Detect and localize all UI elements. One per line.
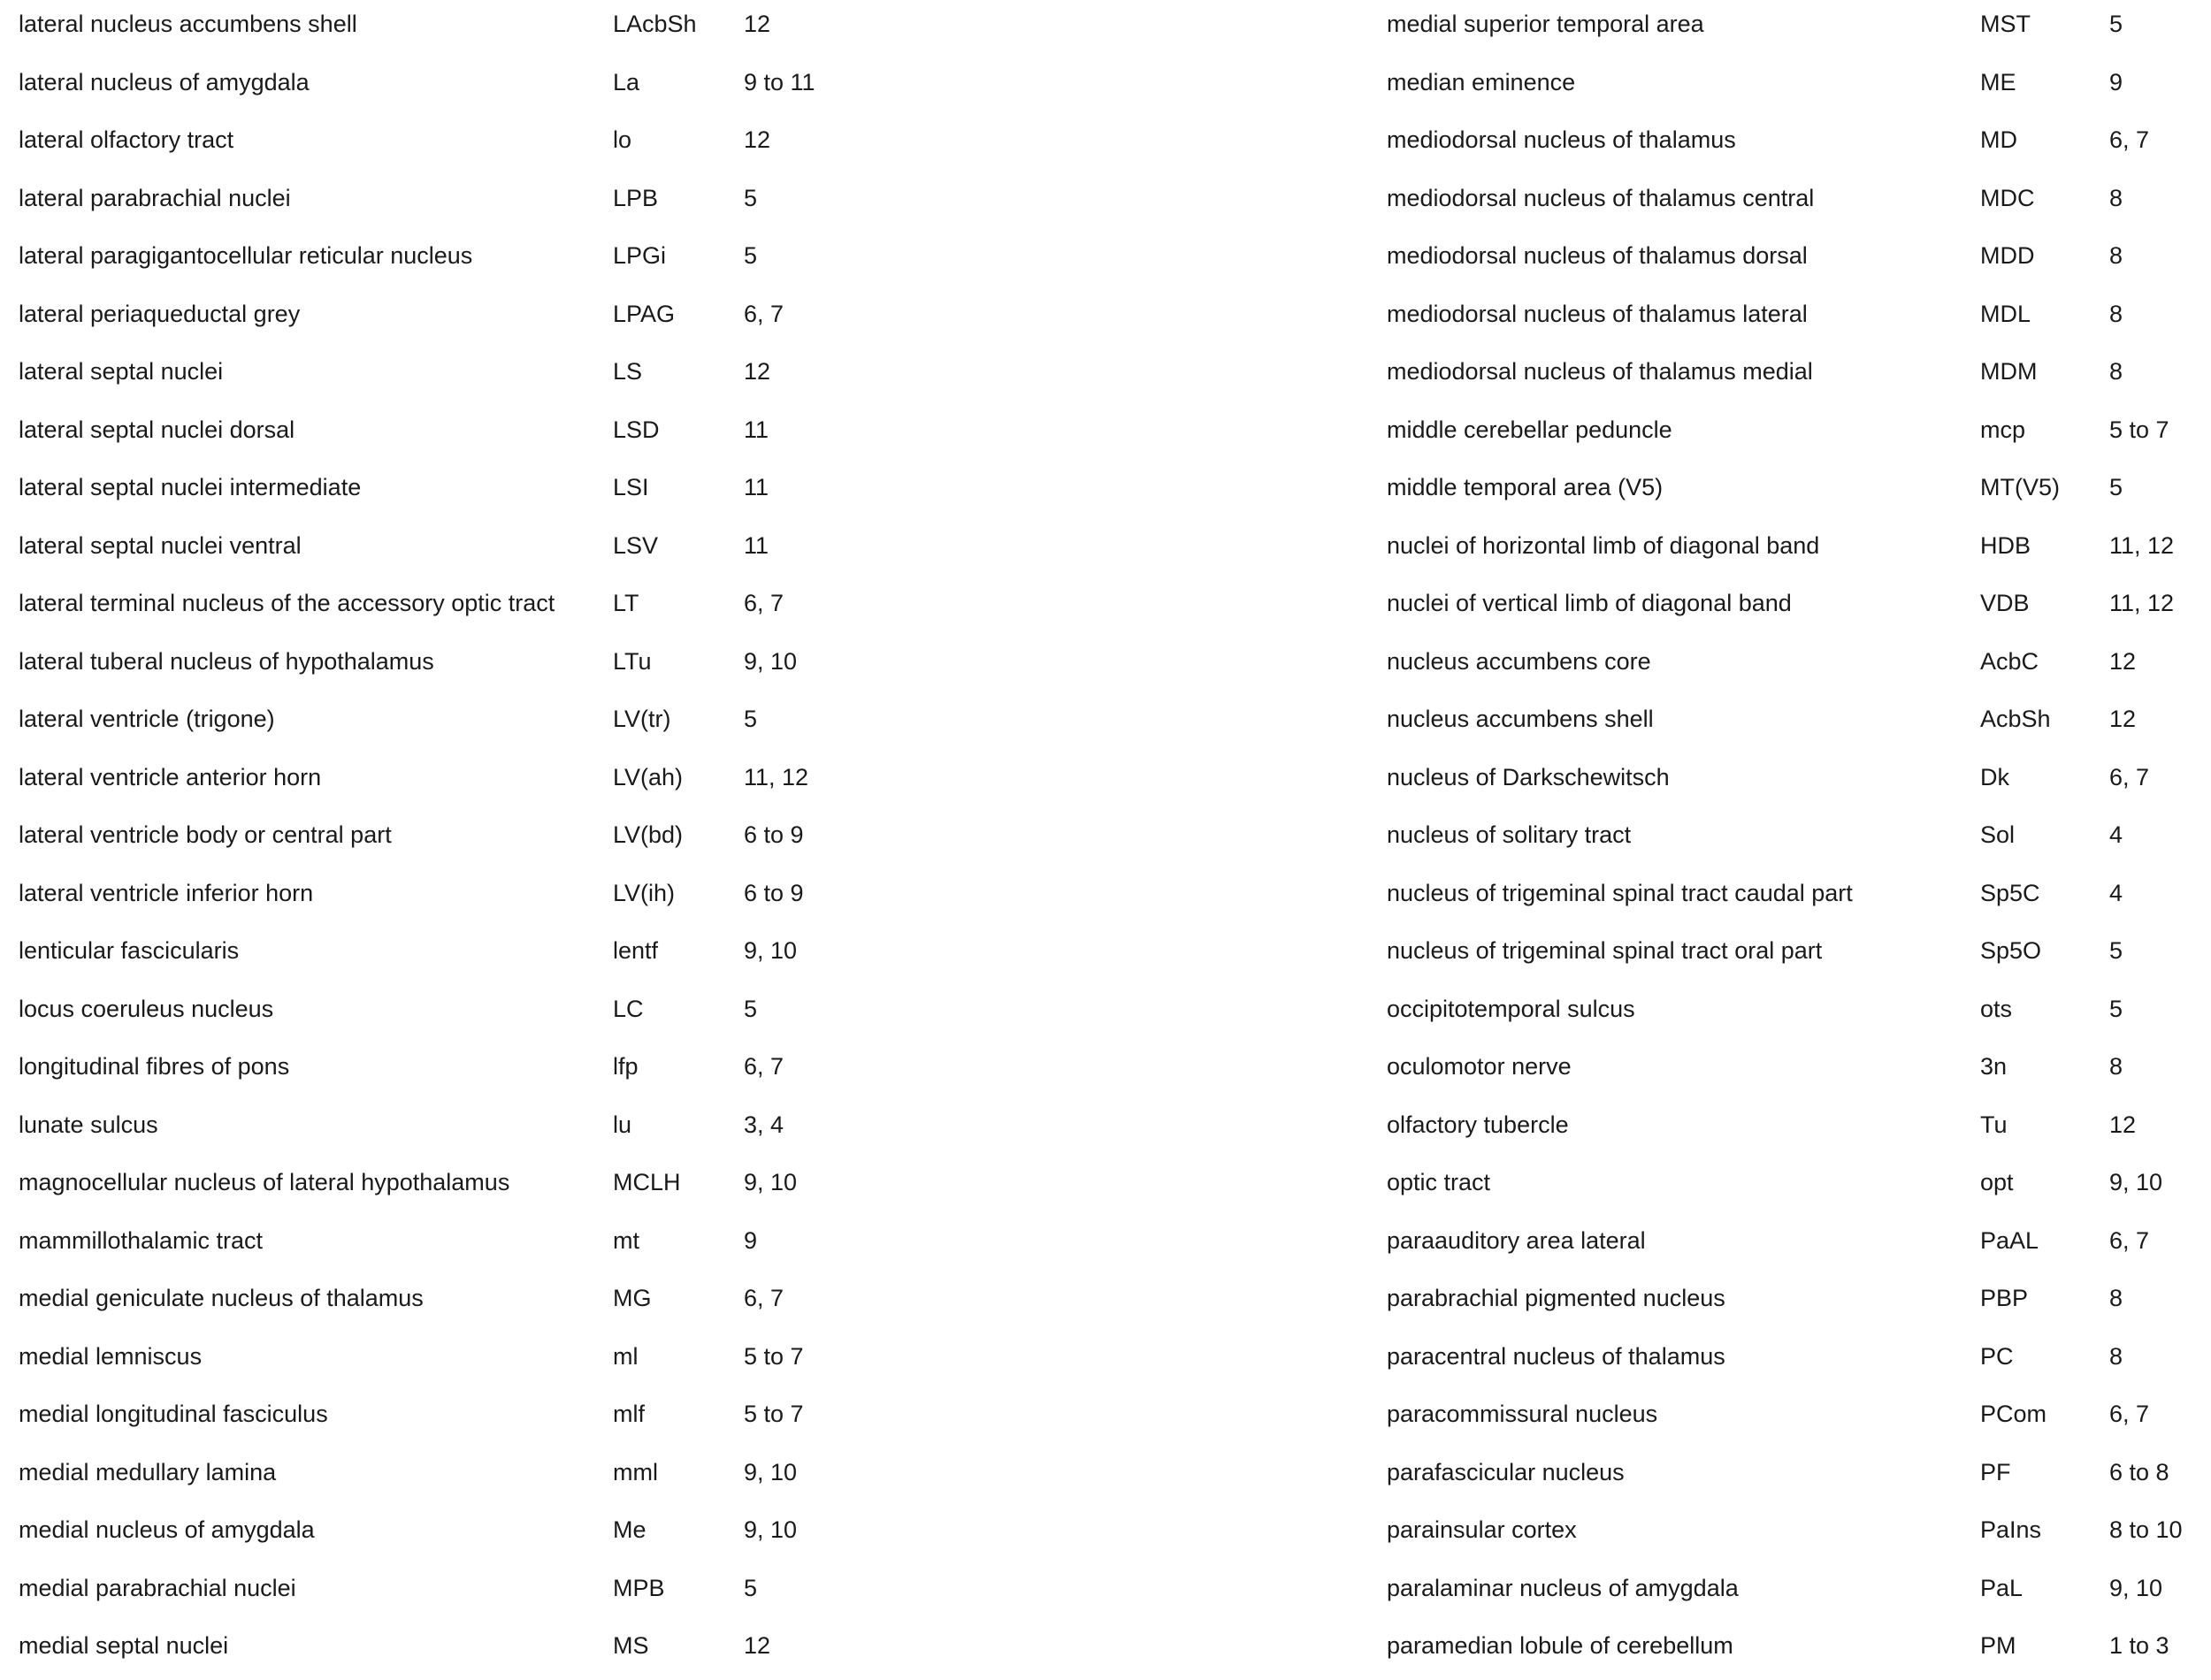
- index-entry: [1387, 753, 2211, 812]
- index-entry: [19, 1217, 1327, 1275]
- index-entry: [1387, 1042, 2211, 1101]
- structure-name: paracommissural nucleus: [1387, 1401, 1658, 1427]
- abbreviation: LC: [613, 995, 644, 1022]
- structure-name: lenticular fascicularis: [19, 937, 240, 964]
- figure-numbers: 5: [744, 995, 758, 1022]
- figure-numbers: 9, 10: [744, 1516, 798, 1543]
- figure-numbers: 6, 7: [744, 590, 784, 616]
- abbreviation: LSD: [613, 416, 660, 443]
- structure-name: olfactory tubercle: [1387, 1111, 1569, 1138]
- figure-numbers: 11: [744, 416, 769, 443]
- structure-name: nucleus of Darkschewitsch: [1387, 763, 1670, 790]
- index-entry: [19, 638, 1327, 696]
- abbreviation: Me: [613, 1516, 646, 1543]
- structure-name: lunate sulcus: [19, 1111, 158, 1138]
- figure-numbers: 8: [2109, 1342, 2123, 1370]
- abbreviation: ml: [613, 1342, 639, 1370]
- figure-numbers: 5 to 7: [744, 1342, 804, 1370]
- structure-name: lateral parabrachial nuclei: [19, 184, 291, 211]
- figure-numbers: 6, 7: [744, 1053, 784, 1080]
- index-entry: [1387, 290, 2211, 348]
- figure-numbers: 9, 10: [744, 647, 798, 675]
- index-entry: [19, 1101, 1327, 1159]
- index-entry: [19, 1158, 1327, 1217]
- index-entry: [19, 985, 1327, 1043]
- figure-numbers: 8: [2109, 184, 2123, 211]
- index-entry: [19, 463, 1327, 522]
- structure-name: nucleus of trigeminal spinal tract oral part: [1387, 937, 1823, 964]
- abbreviation: LV(ih): [613, 879, 676, 906]
- abbreviation: LSI: [613, 474, 649, 500]
- structure-name: paraauditory area lateral: [1387, 1226, 1646, 1254]
- abbreviation: ots: [1980, 995, 2013, 1022]
- figure-numbers: 5: [744, 1574, 758, 1601]
- figure-numbers: 6, 7: [744, 1285, 784, 1311]
- abbreviation: lfp: [613, 1053, 639, 1080]
- structure-name: medial parabrachial nuclei: [19, 1574, 296, 1601]
- index-entry: [1387, 985, 2211, 1043]
- index-entry: [19, 522, 1327, 580]
- figure-numbers: 12: [2109, 647, 2137, 675]
- figure-numbers: 6, 7: [2109, 763, 2150, 790]
- figure-numbers: 12: [744, 1632, 771, 1659]
- index-entry: [1387, 347, 2211, 406]
- figure-numbers: 9 to 11: [744, 68, 815, 95]
- abbreviation: lentf: [613, 937, 659, 964]
- abbreviation: LV(bd): [613, 821, 684, 848]
- structure-name: parainsular cortex: [1387, 1516, 1577, 1543]
- figure-numbers: 12: [2109, 1111, 2137, 1138]
- figure-numbers: 9, 10: [2109, 1574, 2163, 1601]
- figure-numbers: 9: [744, 1226, 758, 1254]
- abbreviation: PaIns: [1980, 1516, 2042, 1543]
- index-entry: [19, 579, 1327, 638]
- abbreviation: Tu: [1980, 1111, 2008, 1138]
- index-entry: [19, 1042, 1327, 1101]
- figure-numbers: 5: [744, 242, 758, 269]
- abbreviation: LS: [613, 358, 643, 385]
- abbreviation: LV(ah): [613, 763, 684, 790]
- structure-name: nucleus of trigeminal spinal tract caudal part: [1387, 879, 1853, 906]
- index-entry: [19, 1564, 1327, 1623]
- figure-numbers: 5: [2109, 11, 2123, 37]
- figure-numbers: 8 to 10: [2109, 1516, 2183, 1543]
- abbreviation: LSV: [613, 531, 659, 559]
- structure-name: mediodorsal nucleus of thalamus: [1387, 126, 1736, 153]
- abbreviation: La: [613, 68, 640, 95]
- structure-name: lateral tuberal nucleus of hypothalamus: [19, 647, 434, 675]
- structure-name: middle temporal area (V5): [1387, 474, 1664, 500]
- figure-numbers: 6, 7: [2109, 1226, 2150, 1254]
- index-entry: [19, 0, 1327, 58]
- abbreviation: LPB: [613, 184, 659, 211]
- index-entry: [19, 290, 1327, 348]
- structure-name: nuclei of horizontal limb of diagonal band: [1387, 531, 1820, 559]
- index-entry: [19, 695, 1327, 753]
- figure-numbers: 5 to 7: [2109, 416, 2169, 443]
- structure-name: locus coeruleus nucleus: [19, 995, 274, 1022]
- structure-name: medial lemniscus: [19, 1342, 203, 1370]
- index-entry: [19, 1506, 1327, 1564]
- structure-name: lateral ventricle inferior horn: [19, 879, 314, 906]
- figure-numbers: 6, 7: [2109, 126, 2150, 153]
- figure-numbers: 9, 10: [2109, 1169, 2163, 1195]
- index-entry: [1387, 0, 2211, 58]
- index-entry: [1387, 1564, 2211, 1623]
- index-entry: [1387, 463, 2211, 522]
- abbreviation: PF: [1980, 1458, 2011, 1485]
- structure-name: medial superior temporal area: [1387, 11, 1704, 37]
- structure-name: mammillothalamic tract: [19, 1226, 264, 1254]
- abbreviation: LPAG: [613, 300, 676, 327]
- figure-numbers: 12: [744, 358, 771, 385]
- figure-numbers: 5: [744, 184, 758, 211]
- figure-numbers: 9, 10: [744, 1169, 798, 1195]
- abbreviation: mml: [613, 1458, 658, 1485]
- structure-name: medial longitudinal fasciculus: [19, 1401, 328, 1427]
- index-entry: [19, 869, 1327, 928]
- index-entry: [19, 811, 1327, 869]
- structure-name: oculomotor nerve: [1387, 1053, 1572, 1080]
- index-entry: [1387, 869, 2211, 928]
- structure-name: nucleus of solitary tract: [1387, 821, 1632, 848]
- figure-numbers: 12: [744, 126, 771, 153]
- figure-numbers: 8: [2109, 300, 2123, 327]
- figure-numbers: 5: [744, 706, 758, 732]
- structure-name: lateral septal nuclei ventral: [19, 531, 302, 559]
- abbreviation: MS: [613, 1632, 649, 1659]
- structure-name: lateral ventricle body or central part: [19, 821, 392, 848]
- index-entry: [1387, 927, 2211, 985]
- index-entry: [1387, 1333, 2211, 1391]
- figure-numbers: 8: [2109, 242, 2123, 269]
- structure-name: lateral septal nuclei dorsal: [19, 416, 295, 443]
- index-entry: [1387, 695, 2211, 753]
- structure-name: parafascicular nucleus: [1387, 1458, 1625, 1485]
- structure-name: middle cerebellar peduncle: [1387, 416, 1672, 443]
- figure-numbers: 6 to 9: [744, 821, 804, 848]
- index-entry: [19, 1448, 1327, 1507]
- index-entry: [1387, 232, 2211, 290]
- index-entry: [19, 174, 1327, 233]
- figure-numbers: 1 to 3: [2109, 1632, 2169, 1659]
- figure-numbers: 8: [2109, 358, 2123, 385]
- abbreviation: LTu: [613, 647, 652, 675]
- abbreviation: MPB: [613, 1574, 665, 1601]
- index-entry: [1387, 1506, 2211, 1564]
- index-entry: [1387, 579, 2211, 638]
- abbreviation: Dk: [1980, 763, 2009, 790]
- index-entry: [19, 116, 1327, 174]
- abbreviation: LV(tr): [613, 706, 671, 732]
- index-entry: [19, 1333, 1327, 1391]
- figure-numbers: 11, 12: [2109, 590, 2175, 616]
- structure-name: lateral nucleus of amygdala: [19, 68, 310, 95]
- abbreviation: PaAL: [1980, 1226, 2039, 1254]
- abbreviation: PBP: [1980, 1285, 2029, 1311]
- structure-name: optic tract: [1387, 1169, 1491, 1195]
- right-index-column: [1387, 0, 2211, 1680]
- structure-name: parabrachial pigmented nucleus: [1387, 1285, 1725, 1311]
- index-entry: [1387, 522, 2211, 580]
- index-entry: [19, 347, 1327, 406]
- abbreviation: MST: [1980, 11, 2031, 37]
- abbreviation: LAcbSh: [613, 11, 697, 37]
- structure-name: medial medullary lamina: [19, 1458, 277, 1485]
- structure-name: nuclei of vertical limb of diagonal band: [1387, 590, 1792, 616]
- figure-numbers: 6 to 9: [744, 879, 804, 906]
- index-entry: [1387, 58, 2211, 117]
- index-entry: [1387, 1217, 2211, 1275]
- figure-numbers: 11: [744, 531, 769, 559]
- abbreviation: MCLH: [613, 1169, 681, 1195]
- abbreviation: PaL: [1980, 1574, 2024, 1601]
- figure-numbers: 11: [744, 474, 769, 500]
- abbreviation: PM: [1980, 1632, 2016, 1659]
- abbreviation: MDL: [1980, 300, 2031, 327]
- abbreviation: Sp5O: [1980, 937, 2042, 964]
- abbreviation: VDB: [1980, 590, 2030, 616]
- figure-numbers: 11, 12: [2109, 531, 2175, 559]
- index-entry: [19, 753, 1327, 812]
- structure-name: medial nucleus of amygdala: [19, 1516, 315, 1543]
- abbreviation: lo: [613, 126, 632, 153]
- structure-name: lateral ventricle anterior horn: [19, 763, 322, 790]
- index-entry: [1387, 116, 2211, 174]
- figure-numbers: 9: [2109, 68, 2123, 95]
- structure-name: lateral paragigantocellular reticular nucleus: [19, 242, 473, 269]
- figure-numbers: 4: [2109, 879, 2123, 906]
- index-entry: [1387, 174, 2211, 233]
- figure-numbers: 5 to 7: [744, 1401, 804, 1427]
- abbreviation: MG: [613, 1285, 652, 1311]
- figure-numbers: 8: [2109, 1285, 2123, 1311]
- abbreviation: MDM: [1980, 358, 2038, 385]
- figure-numbers: 5: [2109, 937, 2123, 964]
- abbreviation: LT: [613, 590, 639, 616]
- index-entry: [19, 58, 1327, 117]
- index-entry: [19, 1274, 1327, 1333]
- index-entry: [1387, 638, 2211, 696]
- structure-name: longitudinal fibres of pons: [19, 1053, 290, 1080]
- abbreviation: LPGi: [613, 242, 667, 269]
- structure-name: magnocellular nucleus of lateral hypothalamus: [19, 1169, 510, 1195]
- figure-numbers: 8: [2109, 1053, 2123, 1080]
- abbreviation: HDB: [1980, 531, 2031, 559]
- index-entry: [1387, 1101, 2211, 1159]
- structure-name: lateral ventricle (trigone): [19, 706, 275, 732]
- figure-numbers: 5: [2109, 474, 2123, 500]
- index-entry: [1387, 1390, 2211, 1448]
- abbreviation: opt: [1980, 1169, 2014, 1195]
- abbreviation: AcbC: [1980, 647, 2039, 675]
- structure-name: paralaminar nucleus of amygdala: [1387, 1574, 1739, 1601]
- figure-numbers: 3, 4: [744, 1111, 784, 1138]
- structure-name: median eminence: [1387, 68, 1576, 95]
- index-entry: [1387, 1158, 2211, 1217]
- index-entry: [1387, 811, 2211, 869]
- structure-name: lateral olfactory tract: [19, 126, 234, 153]
- figure-numbers: 9, 10: [744, 937, 798, 964]
- structure-name: lateral septal nuclei: [19, 358, 224, 385]
- figure-numbers: 11, 12: [744, 763, 809, 790]
- index-entry: [19, 927, 1327, 985]
- structure-name: paramedian lobule of cerebellum: [1387, 1632, 1733, 1659]
- structure-name: paracentral nucleus of thalamus: [1387, 1342, 1725, 1370]
- structure-name: occipitotemporal sulcus: [1387, 995, 1635, 1022]
- figure-numbers: 12: [2109, 706, 2137, 732]
- structure-name: lateral terminal nucleus of the accessory optic tract: [19, 590, 555, 616]
- figure-numbers: 9, 10: [744, 1458, 798, 1485]
- left-index-column: [19, 0, 1327, 1680]
- figure-numbers: 6, 7: [744, 300, 784, 327]
- abbreviation: mlf: [613, 1401, 645, 1427]
- index-entry: [19, 232, 1327, 290]
- structure-name: nucleus accumbens core: [1387, 647, 1651, 675]
- structure-name: mediodorsal nucleus of thalamus lateral: [1387, 300, 1808, 327]
- abbreviation: mt: [613, 1226, 639, 1254]
- abbreviation: ME: [1980, 68, 2016, 95]
- abbreviation: PCom: [1980, 1401, 2047, 1427]
- figure-numbers: 12: [744, 11, 771, 37]
- abbreviation: Sp5C: [1980, 879, 2040, 906]
- figure-numbers: 5: [2109, 995, 2123, 1022]
- index-entry: [1387, 1448, 2211, 1507]
- abbreviation: 3n: [1980, 1053, 2008, 1080]
- structure-name: lateral septal nuclei intermediate: [19, 474, 362, 500]
- figure-numbers: 6, 7: [2109, 1401, 2150, 1427]
- structure-name: lateral nucleus accumbens shell: [19, 11, 357, 37]
- abbreviation: lu: [613, 1111, 632, 1138]
- index-entry: [19, 406, 1327, 464]
- abbreviation: MT(V5): [1980, 474, 2060, 500]
- abbreviation: PC: [1980, 1342, 2014, 1370]
- abbreviation: MDC: [1980, 184, 2035, 211]
- abbreviation: MDD: [1980, 242, 2035, 269]
- structure-name: mediodorsal nucleus of thalamus medial: [1387, 358, 1813, 385]
- structure-name: mediodorsal nucleus of thalamus central: [1387, 184, 1815, 211]
- index-entry: [1387, 406, 2211, 464]
- figure-numbers: 6 to 8: [2109, 1458, 2169, 1485]
- figure-numbers: 4: [2109, 821, 2123, 848]
- abbreviation: mcp: [1980, 416, 2026, 443]
- structure-name: medial geniculate nucleus of thalamus: [19, 1285, 424, 1311]
- abbreviation: MD: [1980, 126, 2017, 153]
- abbreviation: Sol: [1980, 821, 2016, 848]
- structure-name: lateral periaqueductal grey: [19, 300, 301, 327]
- structure-name: mediodorsal nucleus of thalamus dorsal: [1387, 242, 1808, 269]
- structure-name: nucleus accumbens shell: [1387, 706, 1654, 732]
- index-entry: [1387, 1274, 2211, 1333]
- abbreviation: AcbSh: [1980, 706, 2051, 732]
- index-entry: [19, 1390, 1327, 1448]
- structure-name: medial septal nuclei: [19, 1632, 229, 1659]
